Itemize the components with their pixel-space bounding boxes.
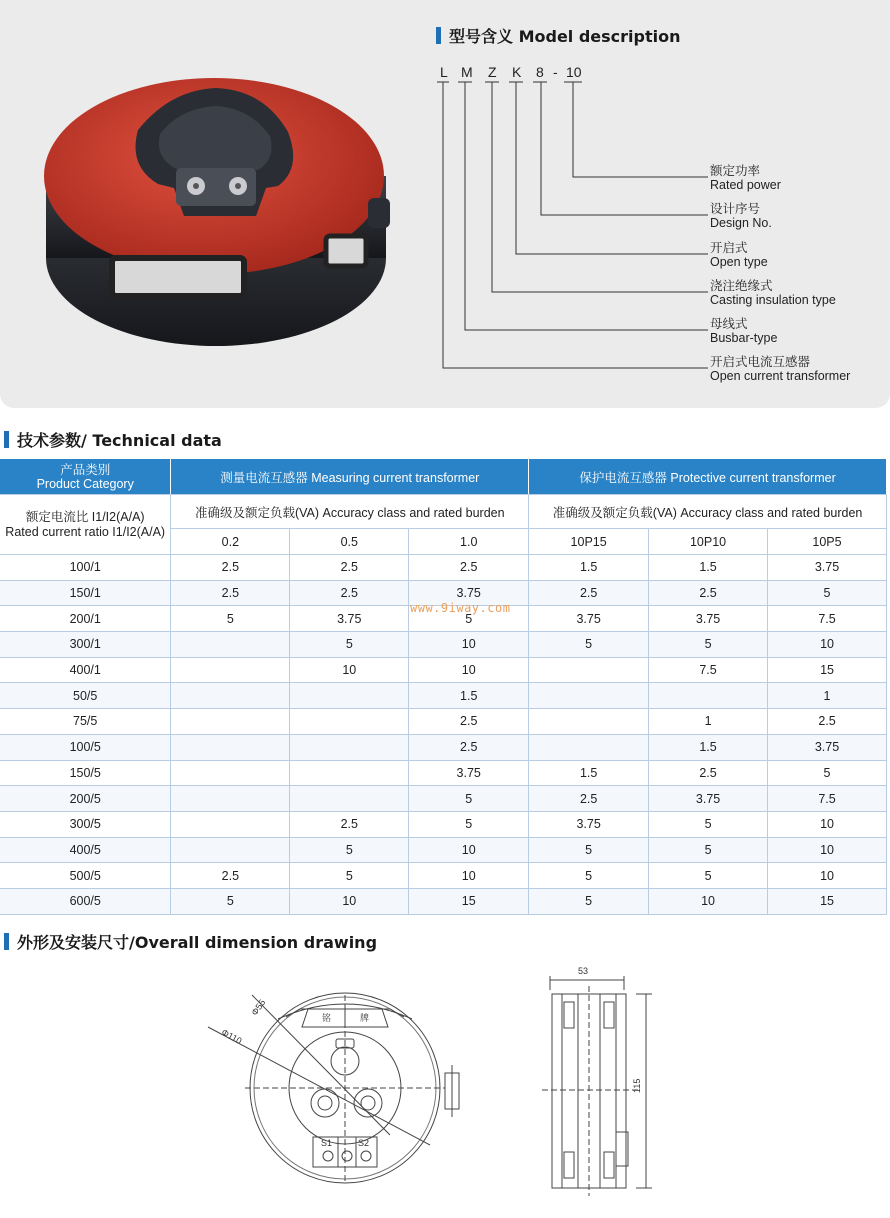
burden-cell: 1 [768,683,887,709]
burden-cell: 10 [768,632,887,658]
table-row [0,555,887,581]
burden-cell: 2.5 [171,863,290,889]
width-53-label: 53 [578,966,589,976]
tech-title-text: 技术参数/ Technical data [17,431,222,450]
burden-cell: 5 [649,863,768,889]
model-title-text: 型号含义 Model description [449,27,681,46]
class-header: 10P15 [529,529,649,555]
code-letter-m: M [461,64,473,80]
ratio-cell: 150/1 [0,580,171,606]
table-row [0,683,887,709]
burden-cell: 15 [409,888,529,914]
table-row [0,888,887,914]
nameplate-label-2: 牌 [360,1013,370,1023]
burden-cell: 3.75 [529,606,649,632]
burden-cell: 3.75 [768,734,887,760]
table-row [0,709,887,735]
table-row [0,657,887,683]
burden-cell: 5 [529,837,649,863]
burden-cell: 2.5 [290,811,409,837]
diameter-110-label: Φ110 [219,1027,244,1047]
burden-cell [290,734,409,760]
burden-cell [171,683,290,709]
drawing-title [4,930,377,953]
class-header: 0.2 [171,529,290,555]
class-header: 1.0 [409,529,529,555]
burden-cell: 10 [409,657,529,683]
class-header: 10P5 [768,529,887,555]
burden-cell: 5 [649,837,768,863]
burden-cell [290,709,409,735]
table-row [0,760,887,786]
code-letter-l: L [440,64,448,80]
watermark: www.9iway.com [410,601,511,615]
burden-cell: 2.5 [290,555,409,581]
ratio-cell: 600/5 [0,888,171,914]
burden-cell [171,632,290,658]
desc-open-current-transformer: 开启式电流互感器 Open current transformer [710,355,851,383]
desc-casting-insulation: 浇注绝缘式 Casting insulation type [710,279,836,307]
burden-cell: 2.5 [529,580,649,606]
drawing-title-text: 外形及安装尺寸/Overall dimension drawing [17,933,378,952]
header-rated-ratio: 额定电流比 I1/I2(A/A) Rated current ratio I1/I2(A/A) [0,495,171,555]
ratio-cell: 200/5 [0,786,171,812]
class-header: 10P10 [649,529,768,555]
ratio-cell: 500/5 [0,863,171,889]
burden-cell: 5 [409,811,529,837]
burden-cell: 5 [409,786,529,812]
table-row [0,863,887,889]
table-row [0,837,887,863]
ratio-cell: 100/5 [0,734,171,760]
ratio-cell: 75/5 [0,709,171,735]
tech-title [4,428,222,451]
burden-cell: 3.75 [290,606,409,632]
burden-cell: 5 [768,580,887,606]
burden-cell: 2.5 [649,580,768,606]
desc-rated-power: 额定功率 Rated power [710,164,781,192]
burden-cell: 15 [768,657,887,683]
burden-cell: 2.5 [649,760,768,786]
burden-cell: 5 [768,760,887,786]
header-protective: 保护电流互感器 Protective current transformer [529,459,887,495]
burden-cell [290,760,409,786]
burden-cell: 10 [409,863,529,889]
burden-cell: 1 [649,709,768,735]
front-view-drawing [190,985,480,1185]
burden-cell [290,683,409,709]
burden-cell: 2.5 [171,580,290,606]
burden-cell: 10 [409,632,529,658]
burden-cell [171,760,290,786]
burden-cell: 5 [529,863,649,889]
title-accent-bar [4,933,9,950]
table-row [0,734,887,760]
burden-cell: 5 [529,632,649,658]
burden-cell: 10 [290,657,409,683]
table-row [0,811,887,837]
burden-cell [529,734,649,760]
code-letter-8: 8 [536,64,544,80]
burden-cell: 2.5 [290,580,409,606]
title-accent-bar [4,431,9,448]
ratio-cell: 400/5 [0,837,171,863]
burden-cell: 5 [529,888,649,914]
burden-cell [171,734,290,760]
technical-data-table [0,459,887,915]
burden-cell: 2.5 [529,786,649,812]
burden-cell: 5 [649,632,768,658]
burden-cell: 2.5 [768,709,887,735]
nameplate-label-1: 铭 [322,1013,332,1023]
terminal-s1-label: S1 [321,1138,333,1148]
code-letter-dash: - [553,64,558,80]
header-accuracy-measuring: 准确级及额定负载(VA) Accuracy class and rated burden [171,495,529,529]
burden-cell: 5 [171,888,290,914]
ratio-cell: 300/5 [0,811,171,837]
ratio-cell: 150/5 [0,760,171,786]
burden-cell: 5 [290,863,409,889]
terminal-s2-label: S2 [358,1138,370,1148]
burden-cell: 5 [409,606,529,632]
burden-cell [529,709,649,735]
ratio-cell: 100/1 [0,555,171,581]
burden-cell [529,683,649,709]
burden-cell: 10 [768,811,887,837]
burden-cell: 2.5 [171,555,290,581]
burden-cell: 3.75 [649,786,768,812]
side-view-drawing [540,960,670,1200]
code-letter-10: 10 [566,64,582,80]
burden-cell: 3.75 [409,580,529,606]
burden-cell: 3.75 [649,606,768,632]
class-header: 0.5 [290,529,409,555]
desc-design-no: 设计序号 Design No. [710,202,772,230]
burden-cell: 7.5 [649,657,768,683]
burden-cell: 1.5 [529,555,649,581]
ratio-cell: 400/1 [0,657,171,683]
ratio-cell: 200/1 [0,606,171,632]
table-row [0,632,887,658]
burden-cell [171,657,290,683]
burden-cell [529,657,649,683]
burden-cell: 5 [290,632,409,658]
code-letter-k: K [512,64,522,80]
diameter-55-label: Φ55 [249,997,268,1018]
burden-cell [290,786,409,812]
burden-cell: 7.5 [768,786,887,812]
burden-cell: 7.5 [768,606,887,632]
header-accuracy-protective: 准确级及额定负载(VA) Accuracy class and rated burden [529,495,887,529]
burden-cell: 5 [290,837,409,863]
burden-cell: 1.5 [649,734,768,760]
ratio-cell: 300/1 [0,632,171,658]
burden-cell: 10 [768,863,887,889]
burden-cell: 3.75 [529,811,649,837]
burden-cell: 10 [649,888,768,914]
burden-cell: 1.5 [649,555,768,581]
burden-cell: 10 [290,888,409,914]
burden-cell: 1.5 [529,760,649,786]
burden-cell: 5 [171,606,290,632]
burden-cell [171,709,290,735]
burden-cell: 3.75 [409,760,529,786]
burden-cell: 2.5 [409,734,529,760]
burden-cell [171,837,290,863]
height-115-label: 115 [632,1078,642,1093]
ratio-cell: 50/5 [0,683,171,709]
burden-cell: 2.5 [409,709,529,735]
desc-busbar-type: 母线式 Busbar-type [710,317,778,345]
header-measuring: 测量电流互感器 Measuring current transformer [171,459,529,495]
table-row [0,786,887,812]
desc-open-type: 开启式 Open type [710,241,768,269]
burden-cell: 1.5 [409,683,529,709]
header-product-category: 产品类别 Product Category [0,459,171,495]
code-letter-z: Z [488,64,497,80]
burden-cell: 5 [649,811,768,837]
burden-cell: 10 [409,837,529,863]
burden-cell: 2.5 [409,555,529,581]
burden-cell [649,683,768,709]
burden-cell [171,811,290,837]
burden-cell [171,786,290,812]
burden-cell: 15 [768,888,887,914]
burden-cell: 10 [768,837,887,863]
burden-cell: 3.75 [768,555,887,581]
